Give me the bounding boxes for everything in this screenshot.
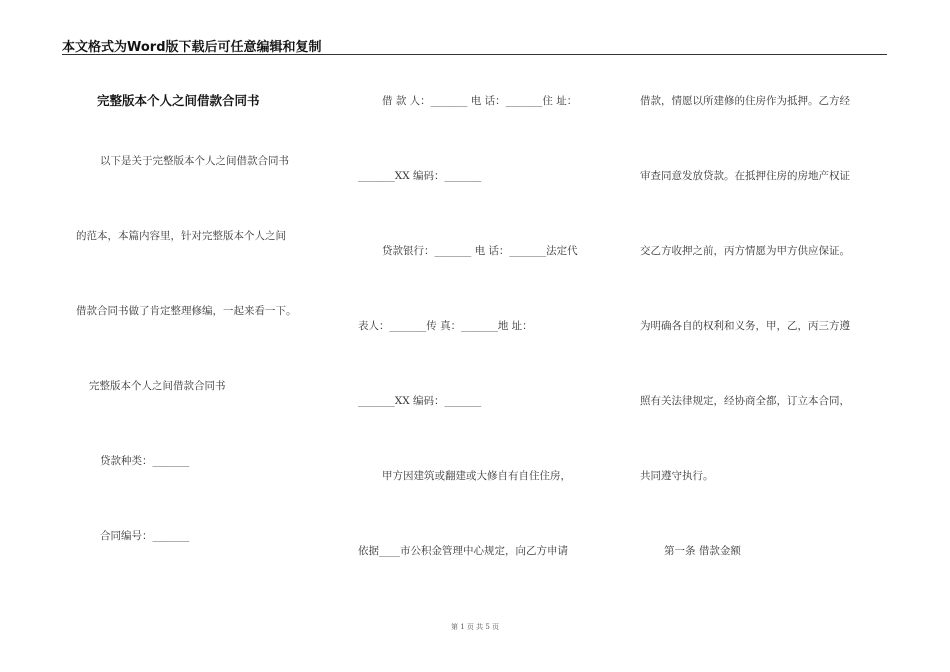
- header-notice: 本文格式为Word版下载后可任意编辑和复制: [62, 40, 322, 55]
- paragraph-line: 的范本，本篇内容里，针对完整版本个人之间: [76, 230, 286, 242]
- paragraph-line: 审查同意发放贷款。在抵押住房的房地产权证: [640, 170, 850, 182]
- postal-code-field: _______XX 编码：_______: [358, 170, 482, 182]
- paragraph-line: 以下是关于完整版本个人之间借款合同书: [100, 155, 289, 167]
- paragraph-line: 共同遵守执行。: [640, 470, 714, 482]
- section-heading: 完整版本个人之间借款合同书: [89, 380, 226, 392]
- paragraph-line: 甲方因建筑或翻建或大修自有自住住房，: [382, 470, 571, 482]
- contract-number-field: 合同编号：_______: [100, 530, 190, 542]
- paragraph-line: 照有关法律规定，经协商全都，订立本合同，: [640, 395, 850, 407]
- article-heading: 第一条 借款金额: [664, 545, 741, 557]
- paragraph-line: 借款，情愿以所建修的住房作为抵押。乙方经: [640, 95, 850, 107]
- paragraph-line: 借款合同书做了肯定整理修编，一起来看一下。: [76, 305, 297, 317]
- page-number: 第 1 页 共 5 页: [450, 623, 500, 631]
- page-header: [62, 34, 887, 55]
- document-title: 完整版本个人之间借款合同书: [97, 93, 260, 108]
- borrower-field: 借 款 人：_______ 电 话：_______住 址：: [382, 95, 578, 107]
- paragraph-line: 为明确各自的权利和义务，甲，乙，丙三方遵: [640, 320, 850, 332]
- loan-type-field: 贷款种类：_______: [100, 455, 190, 467]
- paragraph-line: 交乙方收押之前，丙方情愿为甲方供应保证。: [640, 245, 850, 257]
- paragraph-line: 依据____市公积金管理中心规定，向乙方申请: [358, 545, 568, 557]
- lender-bank-field: 贷款银行：_______ 电 话：_______法定代: [382, 245, 578, 257]
- representative-field: 表人：_______传 真：_______地 址：: [358, 320, 533, 332]
- postal-code-field: _______XX 编码：_______: [358, 395, 482, 407]
